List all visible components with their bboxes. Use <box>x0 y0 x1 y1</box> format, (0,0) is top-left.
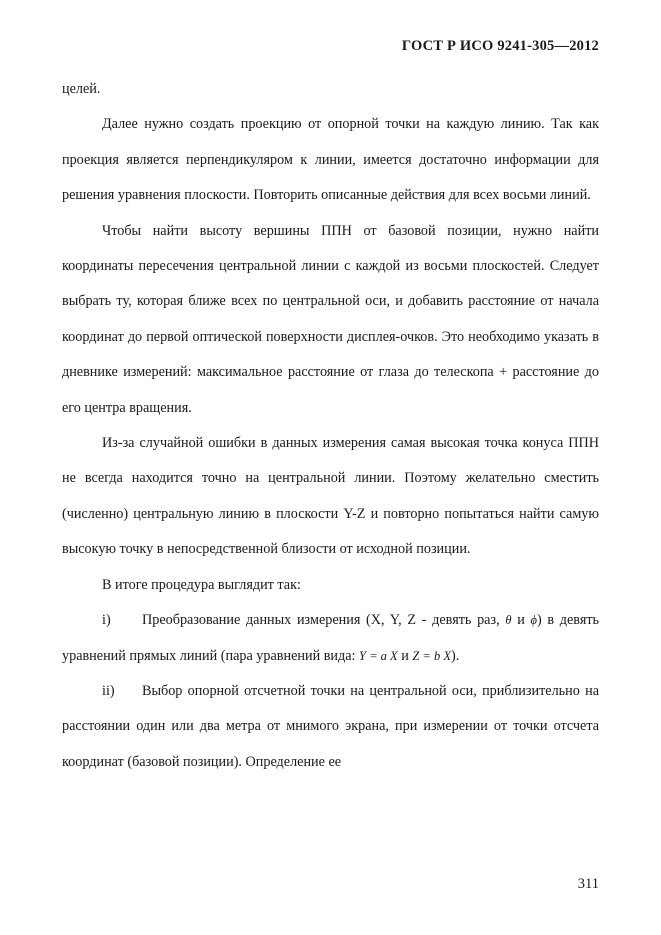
page-number: 311 <box>577 876 599 892</box>
list-item-2-text: Выбор опорной отсчетной точки на центральной оси, приблизительно на расстоянии один или два метра от мнимого экрана, при измерении от точки отсчета координат (базовой позиции). Определение ее <box>62 682 599 770</box>
list-marker-1: i) <box>102 612 111 629</box>
list-item-1-text-b: ) в девять уравнений прямых линий (пара уравнений вида: <box>62 612 600 664</box>
list-item-1-text-a: Преобразование данных измерения (X, Y, Z - девять раз, <box>142 612 500 629</box>
document-header: ГОСТ Р ИСО 9241-305—2012 <box>401 38 599 54</box>
page-body <box>62 72 599 780</box>
paragraph-continuation: целей. <box>62 81 101 97</box>
list-item-1-and-1: и <box>517 612 525 629</box>
paragraph-projection: Далее нужно создать проекцию от опорной точки на каждую линию. Так как проекция является перпендикуляром к линии, имеется достаточно информации для решения уравнения плоскости. Повторить описанные действия для всех восьми линий. <box>62 116 599 204</box>
list-item-1-text-c: ). <box>451 647 460 664</box>
list-item-2 <box>62 674 599 780</box>
list-item-1 <box>62 603 599 674</box>
phi-symbol: ϕ <box>530 613 537 628</box>
theta-symbol: θ <box>505 613 512 628</box>
equation-y: Y = a X <box>359 648 398 663</box>
paragraph-vertex-height: Чтобы найти высоту вершины ППН от базовой позиции, нужно найти координаты пересечения центральной линии с каждой из восьми плоскостей. Следует выбрать ту, которая ближе всех по центральной оси, и добавить расстояние от начала координат до первой оптической поверхности дисплея-очков. Это необходимо указать в дневнике измерений: максимальное расстояние от глаза до телескопа + расстояние до его центра вращения. <box>62 222 599 416</box>
list-item-1-and-2: и <box>401 647 409 664</box>
equation-z: Z = b X <box>412 648 452 663</box>
list-marker-2: ii) <box>102 682 115 699</box>
paragraph-random-error: Из-за случайной ошибки в данных измерения самая высокая точка конуса ППН не всегда находится точно на центральной линии. Поэтому желательно сместить (численно) центральную линию в плоскости Y-Z и повторно попытаться найти самую высокую точку в непосредственной близости от исходной позиции. <box>62 435 599 558</box>
paragraph-procedure-intro: В итоге процедура выглядит так: <box>102 576 301 593</box>
